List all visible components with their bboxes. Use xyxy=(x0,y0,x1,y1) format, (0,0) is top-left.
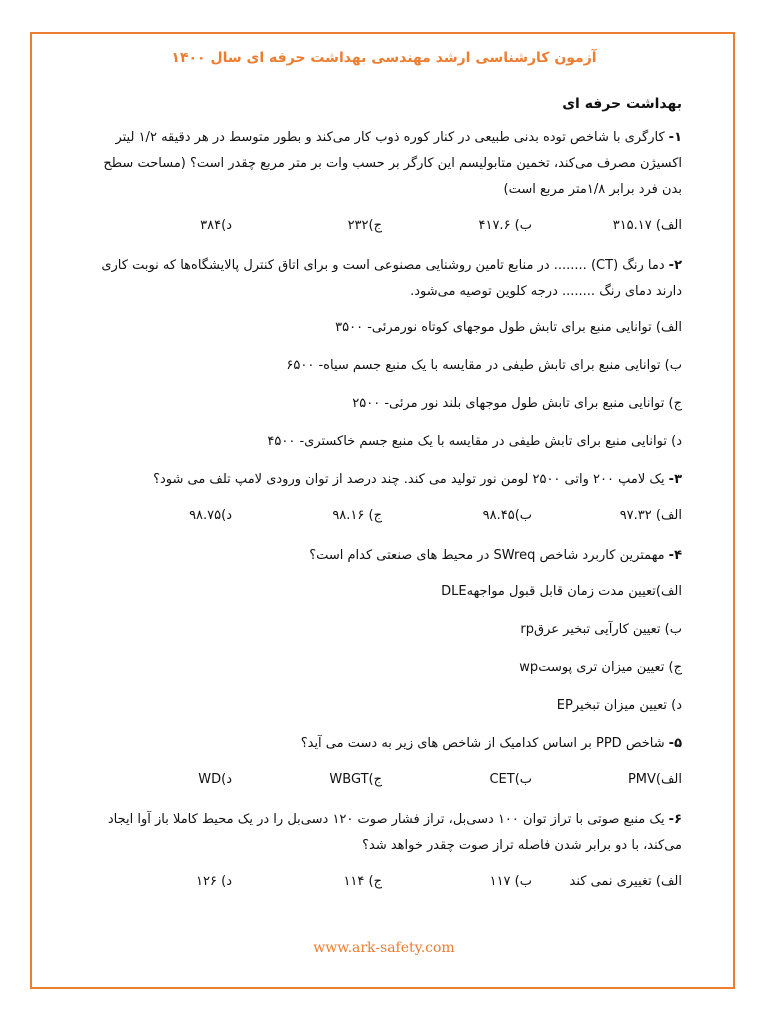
question-text: کارگری با شاخص توده بدنی طبیعی در کنار کوره ذوب کار می‌کند و بطور متوسط در هر دقیقه ۱/۲ لیتر اکسیژن مصرف می‌کند، تخمین متابولیسم این کارگر بر حسب وات بر متر مربع چقدر است؟ (مساحت سطح بدن فرد برابر ۱/۸متر مربع است) xyxy=(103,130,682,197)
option[interactable]: د)۹۸.۷۵ xyxy=(189,508,232,523)
option[interactable]: الف) توانایی منبع برای تابش طول موجهای کوتاه نورمرئی- ۳۵۰۰ xyxy=(335,320,682,335)
question-5: ۵-شاخص PPD بر اساس کدامیک از شاخص های زیر به دست می آید؟ xyxy=(300,736,682,751)
question-text: دما رنگ (CT) ........ در منابع تامین روشنایی مصنوعی است و برای اتاق کنترل پالایشگاه‌ها که نوبت کاری دارند دمای رنگ ........ درجه کلوین توصیه می‌شود. xyxy=(101,258,682,299)
page-header: آزمون کارشناسی ارشد مهندسی بهداشت حرفه ای سال ۱۴۰۰ xyxy=(171,50,597,66)
option[interactable]: ج) ۹۸.۱۶ xyxy=(332,508,382,523)
option[interactable]: الف)PMV xyxy=(627,772,682,787)
option[interactable]: ج)WBGT xyxy=(329,772,382,787)
option[interactable]: د)۳۸۴ xyxy=(200,218,232,233)
question-1: ۱-کارگری با شاخص توده بدنی طبیعی در کنار کوره ذوب کار می‌کند و بطور متوسط در هر دقیقه ۱/۲ لیتر اکسیژن مصرف می‌کند، تخمین متابولیسم این کارگر بر حسب وات بر متر مربع چقدر است؟ (مساحت سطح بدن فرد برابر ۱/۸متر مربع است) xyxy=(103,130,682,197)
option[interactable]: ب) ۴۱۷.۶ xyxy=(478,218,532,233)
option[interactable]: الف) تغییری نمی کند xyxy=(569,874,682,889)
question-text: یک منبع صوتی با تراز توان ۱۰۰ دسی‌بل، تراز فشار صوت ۱۲۰ دسی‌بل را در یک محیط کاملا باز آوا ایجاد می‌کند، با دو برابر شدن فاصله تراز صوت چقدر خواهد شد؟ xyxy=(107,812,682,853)
option[interactable]: ب)CET xyxy=(489,772,532,787)
option[interactable]: ج) ۱۱۴ xyxy=(343,874,382,889)
options-row xyxy=(82,869,682,895)
options-row xyxy=(82,213,682,239)
option[interactable]: د) ۱۲۶ xyxy=(196,874,232,889)
question-3: ۳-یک لامپ ۲۰۰ واتی ۲۵۰۰ لومن نور تولید می کند. چند درصد از توان ورودی لامپ تلف می شود؟ xyxy=(153,472,682,487)
option[interactable]: ب)۹۸.۴۵ xyxy=(482,508,532,523)
questions-container xyxy=(82,125,682,909)
footer-link[interactable]: www.ark-safety.com xyxy=(313,940,455,956)
question-2: ۲-دما رنگ (CT) ........ در منابع تامین روشنایی مصنوعی است و برای اتاق کنترل پالایشگاه‌ها که نوبت کاری دارند دمای رنگ ........ درجه کلوین توصیه می‌شود. xyxy=(101,258,682,299)
option[interactable]: الف)تعیین مدت زمان قابل قبول مواجههDLE xyxy=(441,584,682,599)
question-text: یک لامپ ۲۰۰ واتی ۲۵۰۰ لومن نور تولید می کند. چند درصد از توان ورودی لامپ تلف می شود؟ xyxy=(153,472,665,487)
option[interactable]: الف) ۳۱۵.۱۷ xyxy=(612,218,682,233)
option[interactable]: ب) ۱۱۷ xyxy=(489,874,532,889)
option[interactable]: ج) توانایی منبع برای تابش طول موجهای بلند نور مرئی- ۲۵۰۰ xyxy=(352,396,682,411)
question-4: ۴-مهمترین کاربرد شاخص SWreq در محیط های صنعتی کدام است؟ xyxy=(309,548,682,563)
section-title: بهداشت حرفه ای xyxy=(562,96,682,112)
option[interactable]: الف) ۹۷.۳۲ xyxy=(619,508,682,523)
options-row xyxy=(82,767,682,793)
question-text: مهمترین کاربرد شاخص SWreq در محیط های صنعتی کدام است؟ xyxy=(309,548,665,563)
option[interactable]: ج)۲۳۲ xyxy=(347,218,382,233)
option[interactable]: ج) تعیین میزان تری پوستwp xyxy=(519,660,682,675)
question-6: ۶-یک منبع صوتی با تراز توان ۱۰۰ دسی‌بل، تراز فشار صوت ۱۲۰ دسی‌بل را در یک محیط کاملا باز آوا ایجاد می‌کند، با دو برابر شدن فاصله تراز صوت چقدر خواهد شد؟ xyxy=(107,812,682,853)
options-row xyxy=(82,503,682,529)
option[interactable]: ب) توانایی منبع برای تابش طیفی در مقایسه با یک منبع جسم سیاه- ۶۵۰۰ xyxy=(286,358,682,373)
option[interactable]: ب) تعیین کارآیی تبخیر عرقrp xyxy=(520,622,682,637)
question-text: شاخص PPD بر اساس کدامیک از شاخص های زیر به دست می آید؟ xyxy=(300,736,665,751)
option[interactable]: د) تعیین میزان تبخیرEP xyxy=(556,698,682,713)
option[interactable]: د)WD xyxy=(198,772,232,787)
option[interactable]: د) توانایی منبع برای تابش طیفی در مقایسه با یک منبع جسم خاکستری- ۴۵۰۰ xyxy=(267,434,682,449)
